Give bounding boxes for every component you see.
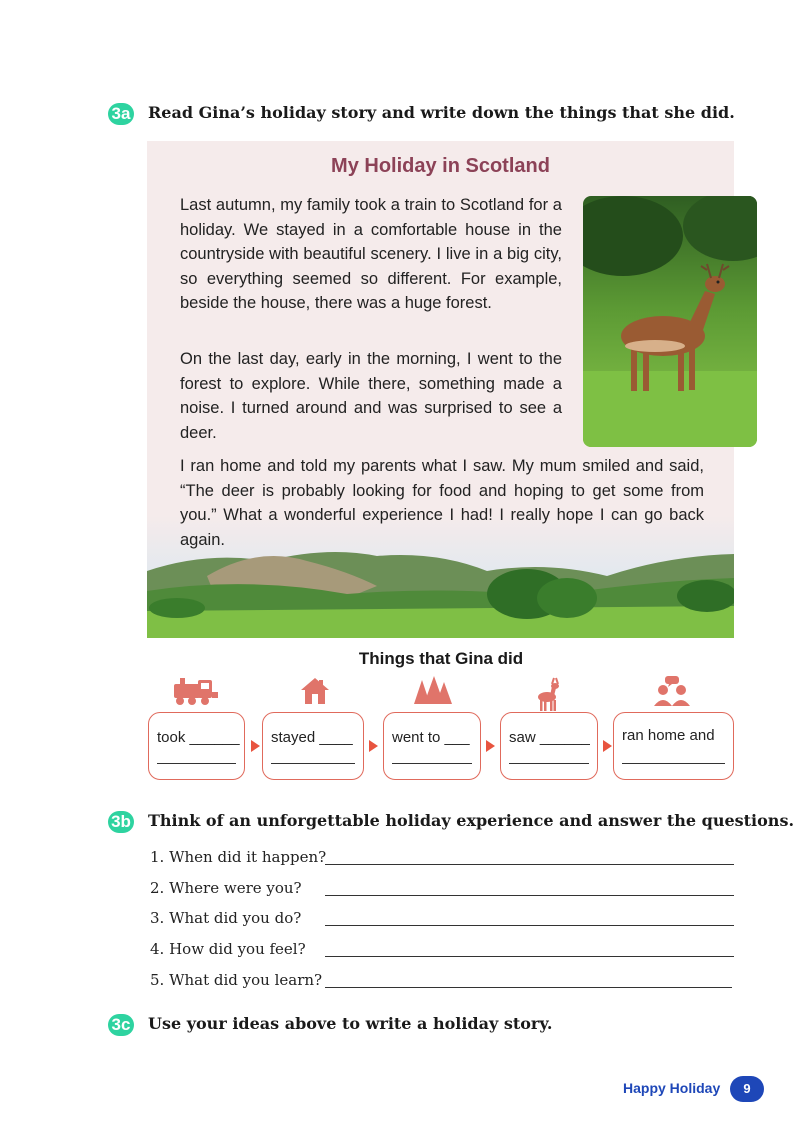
step-label: took ______ xyxy=(157,729,240,746)
exercise-3c-badge: 3c xyxy=(108,1014,134,1036)
page-number: 9 xyxy=(730,1076,764,1102)
question-5: 5. What did you learn? xyxy=(150,971,323,989)
step-took[interactable] xyxy=(148,712,245,780)
house-icon xyxy=(299,676,331,706)
arrow-icon xyxy=(486,740,495,752)
arrow-icon xyxy=(603,740,612,752)
things-title: Things that Gina did xyxy=(358,649,524,668)
deer-photo xyxy=(583,196,757,447)
step-saw[interactable] xyxy=(500,712,598,780)
answer-line[interactable] xyxy=(509,763,589,764)
story-paragraph-2: On the last day, early in the morning, I went to the forest to explore. While there, something made a noise. I turned around and was surprised to see a deer. xyxy=(180,350,562,442)
step-went-to[interactable] xyxy=(383,712,481,780)
arrow-icon xyxy=(251,740,260,752)
question-4: 4. How did you feel? xyxy=(150,940,306,958)
exercise-3a-badge: 3a xyxy=(108,103,134,125)
exercise-3a-instruction: Read Gina’s holiday story and write down the things that she did. xyxy=(148,103,735,122)
answer-line[interactable] xyxy=(157,763,236,764)
step-label: ran home and xyxy=(622,727,715,744)
story-title: My Holiday in Scotland xyxy=(331,155,550,177)
step-ran-home[interactable] xyxy=(613,712,734,780)
arrow-icon xyxy=(369,740,378,752)
answer-line-1[interactable] xyxy=(325,864,734,865)
story-paragraph-3: I ran home and told my parents what I saw. My mum smiled and said, “The deer is probably looking for food and hoping to get some from you.” What a wonderful experience I had! I really hope I can go back again. xyxy=(180,457,704,549)
step-stayed[interactable] xyxy=(262,712,364,780)
answer-line[interactable] xyxy=(622,763,725,764)
exercise-3c-instruction: Use your ideas above to write a holiday story. xyxy=(148,1014,553,1033)
step-label: saw ______ xyxy=(509,729,590,746)
answer-line[interactable] xyxy=(271,763,355,764)
exercise-3b-badge: 3b xyxy=(108,811,134,833)
answer-line-2[interactable] xyxy=(325,895,734,896)
forest-icon xyxy=(410,676,454,706)
train-icon xyxy=(172,676,220,706)
people-talking-icon xyxy=(651,676,695,708)
answer-line-5[interactable] xyxy=(325,987,732,988)
story-paragraph-1: Last autumn, my family took a train to Scotland for a holiday. We stayed in a comfortable house in the countryside with beautiful scenery. I live in a big city, so everything seemed so different. For example, beside the house, there was a huge forest. xyxy=(180,196,562,312)
question-1: 1. When did it happen? xyxy=(150,848,327,866)
footer-label: Happy Holiday xyxy=(623,1080,721,1096)
answer-line-4[interactable] xyxy=(325,956,734,957)
step-label: went to ___ xyxy=(392,729,470,746)
question-2: 2. Where were you? xyxy=(150,879,302,897)
answer-line-3[interactable] xyxy=(325,925,734,926)
question-3: 3. What did you do? xyxy=(150,909,302,927)
answer-line[interactable] xyxy=(392,763,472,764)
exercise-3b-instruction: Think of an unforgettable holiday experience and answer the questions. xyxy=(148,811,795,830)
step-label: stayed ____ xyxy=(271,729,353,746)
deer-icon xyxy=(534,676,564,712)
